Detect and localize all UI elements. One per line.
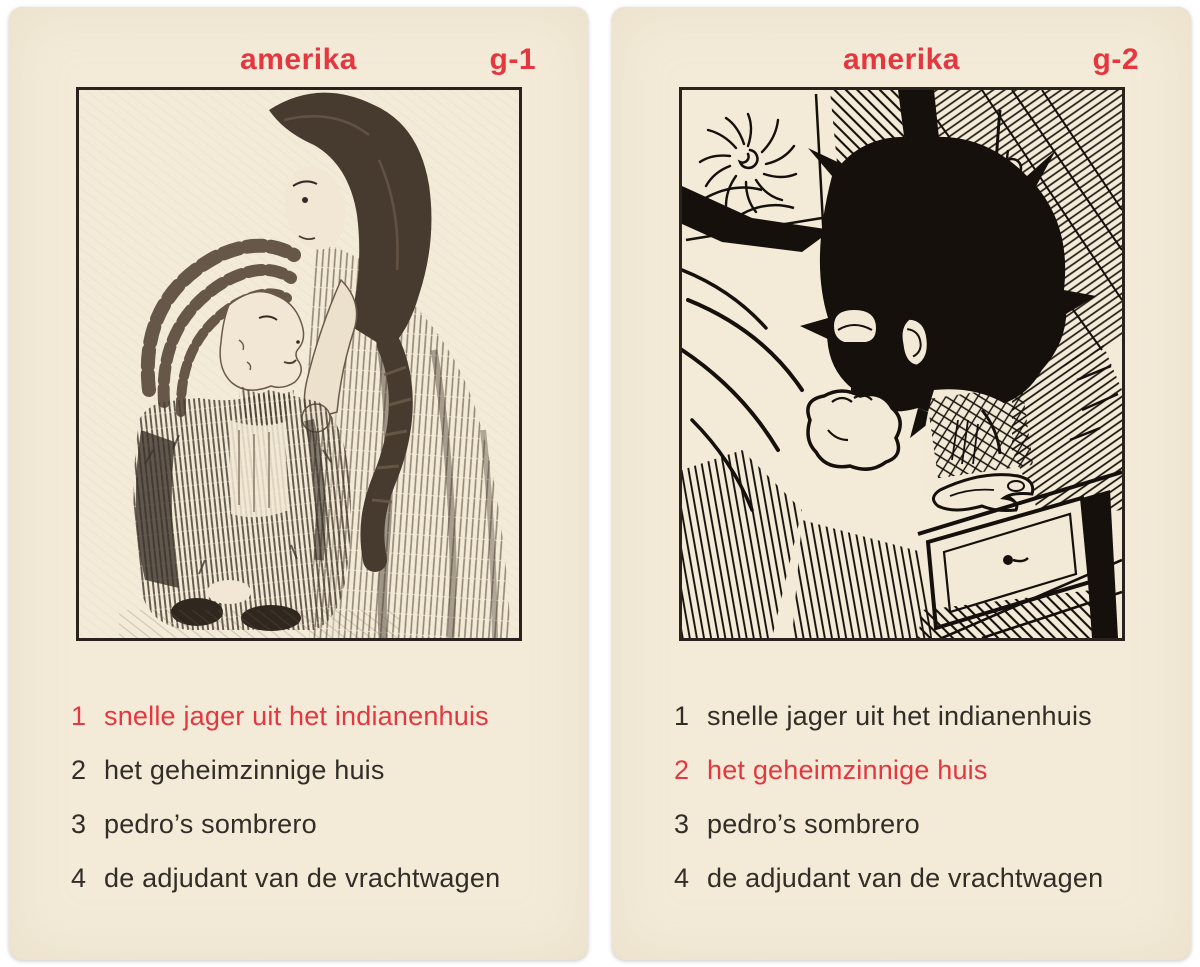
item-number: 1 — [674, 701, 690, 731]
card-category: amerika — [240, 43, 357, 76]
card-header — [9, 43, 588, 77]
card-item-list — [674, 701, 1191, 893]
list-item-4 — [71, 863, 588, 893]
item-text: snelle jager uit het indianenhuis — [707, 701, 1092, 731]
item-number: 3 — [71, 809, 87, 839]
item-text: snelle jager uit het indianenhuis — [104, 701, 489, 731]
card-code: g-1 — [489, 43, 536, 76]
pencil-drawing-svg — [79, 90, 519, 638]
list-item-1 — [71, 701, 588, 731]
item-number: 4 — [674, 863, 690, 893]
item-number: 4 — [71, 863, 87, 893]
item-number: 3 — [674, 809, 690, 839]
quartet-card-g1[interactable] — [9, 7, 588, 960]
item-number: 1 — [71, 701, 87, 731]
list-item-4 — [674, 863, 1191, 893]
item-text: pedro’s sombrero — [104, 809, 317, 839]
item-text: pedro’s sombrero — [707, 809, 920, 839]
quartet-card-g2[interactable] — [612, 7, 1191, 960]
card-category: amerika — [843, 43, 960, 76]
card-item-list — [71, 701, 588, 893]
item-text: de adjudant van de vrachtwagen — [104, 863, 501, 893]
list-item-3 — [674, 809, 1191, 839]
ink-drawing-svg — [682, 90, 1122, 638]
list-item-2 — [71, 755, 588, 785]
list-item-3 — [71, 809, 588, 839]
list-item-2 — [674, 755, 1191, 785]
item-text: het geheimzinnige huis — [707, 755, 988, 785]
item-text: de adjudant van de vrachtwagen — [707, 863, 1104, 893]
item-text: het geheimzinnige huis — [104, 755, 385, 785]
item-number: 2 — [71, 755, 87, 785]
item-number: 2 — [674, 755, 690, 785]
card-header — [612, 43, 1191, 77]
card-illustration-pencil-drawing — [76, 87, 522, 641]
list-item-1 — [674, 701, 1191, 731]
card-illustration-ink-drawing — [679, 87, 1125, 641]
card-code: g-2 — [1092, 43, 1139, 76]
